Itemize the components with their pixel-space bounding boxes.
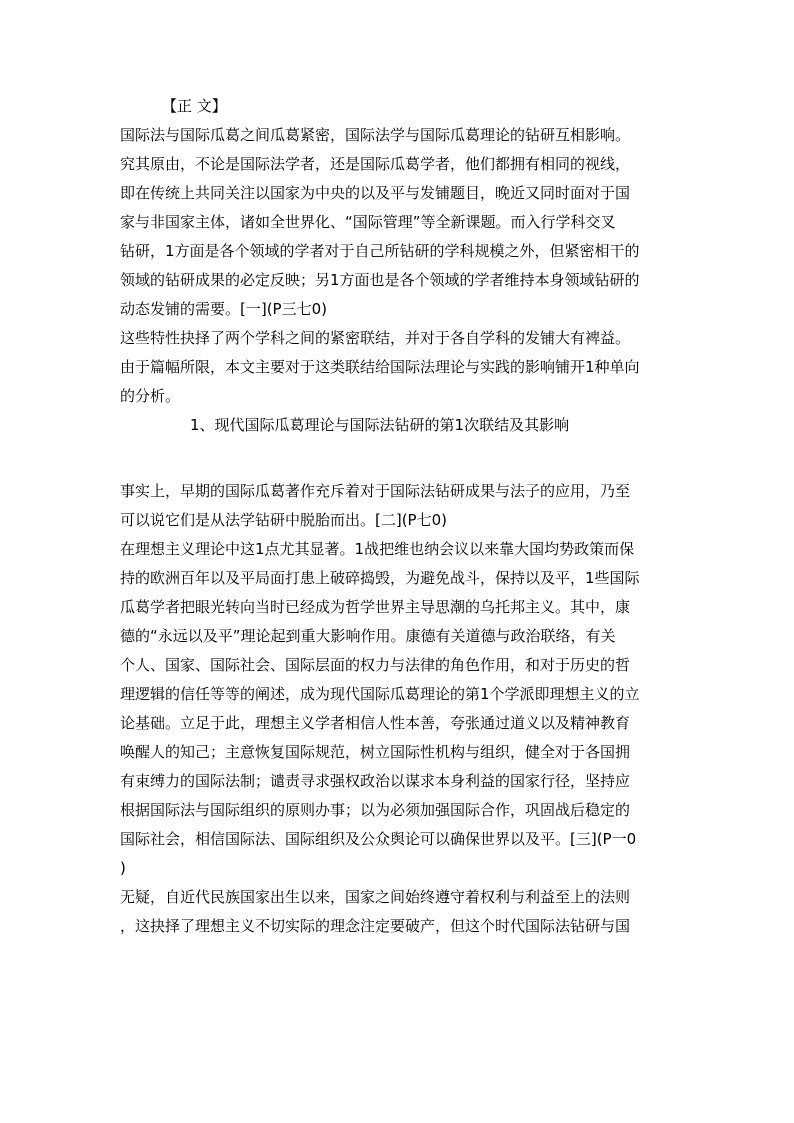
text-line: 根据国际法与国际组织的原则办事；以为必须加强国际合作，巩固战后稳定的 (120, 801, 631, 819)
text-line: 有束缚力的国际法制；谴责寻求强权政治以谋求本身利益的国家行径，坚持应 (120, 772, 631, 790)
text-line: 究其原由，不论是国际法学者，还是国际瓜葛学者，他们都拥有相同的视线， (120, 155, 631, 173)
document-body (120, 92, 680, 941)
text-line: ) (120, 859, 126, 877)
text-line: 瓜葛学者把眼光转向当时已经成为哲学世界主导思潮的乌托邦主义。其中，康 (120, 598, 631, 616)
text-line: 事实上，早期的国际瓜葛著作充斥着对于国际法钻研成果与法子的应用，乃至 (120, 482, 631, 500)
text-line: 无疑，自近代民族国家出生以来，国家之间始终遵守着权利与利益至上的法则 (120, 888, 631, 906)
text-line: 的分析。 (120, 387, 181, 405)
intro-paragraph-2 (120, 324, 680, 411)
text-line: 由于篇幅所限，本文主要对于这类联结给国际法理论与实践的影响铺开1种单向 (120, 358, 640, 376)
text-line: 持的欧洲百年以及平局面打患上破碎捣毁，为避免战斗，保持以及平，1些国际 (120, 569, 640, 587)
text-line: 领域的钻研成果的必定反映；另1方面也是各个领域的学者维持本身领域钻研的 (120, 271, 640, 289)
text-line: 个人、国家、国际社会、国际层面的权力与法律的角色作用，和对于历史的哲 (120, 656, 631, 674)
text-line: 论基础。立足于此，理想主义学者相信人性本善，夸张通过道义以及精神教育 (120, 714, 631, 732)
section-title: 1、现代国际瓜葛理论与国际法钻研的第1次联结及其影响 (190, 416, 570, 434)
text-line: 钻研，1方面是各个领域的学者对于自己所钻研的学科规模之外，但紧密相干的 (120, 242, 640, 260)
text-line: 国际法与国际瓜葛之间瓜葛紧密，国际法学与国际瓜葛理论的钻研互相影响。 (120, 126, 631, 144)
paragraph-2 (120, 535, 680, 883)
text-line: 这些特性抉择了两个学科之间的紧密联结，并对于各自学科的发铺大有裨益。 (120, 329, 631, 347)
text-line: 即在传统上共同关注以国家为中央的以及平与发铺题目，晚近又同时面对于国 (120, 184, 631, 202)
paragraph-3 (120, 883, 680, 941)
text-line: 德的“永远以及平”理论起到重大影响作用。康德有关道德与政治联络，有关 (120, 627, 616, 645)
text-line: 唤醒人的知己；主意恢复国际规范，树立国际性机构与组织，健全对于各国拥 (120, 743, 631, 761)
blank-gap (120, 440, 680, 477)
text-line: 可以说它们是从法学钻研中脱胎而出。[二](P七0) (120, 511, 447, 529)
paragraph-1 (120, 477, 680, 535)
text-line: 国际社会，相信国际法、国际组织及公众舆论可以确保世界以及平。[三](P一0 (120, 830, 637, 848)
text-line: ，这抉择了理想主义不切实际的理念注定要破产，但这个时代国际法钻研与国 (120, 917, 631, 935)
text-line: 理逻辑的信任等等的阐述，成为现代国际瓜葛理论的第1个学派即理想主义的立 (120, 685, 640, 703)
text-line: 在理想主义理论中这1点尤其显著。1战把维也纳会议以来靠大国均势政策而保 (120, 540, 635, 558)
body-heading: 【正 文】 (162, 97, 227, 115)
text-line: 家与非国家主体，诸如全世界化、“国际管理”等全新课题。而入行学科交叉 (120, 213, 616, 231)
text-line: 动态发铺的需要。[一](P三七0) (120, 300, 327, 318)
intro-paragraph (120, 121, 680, 324)
